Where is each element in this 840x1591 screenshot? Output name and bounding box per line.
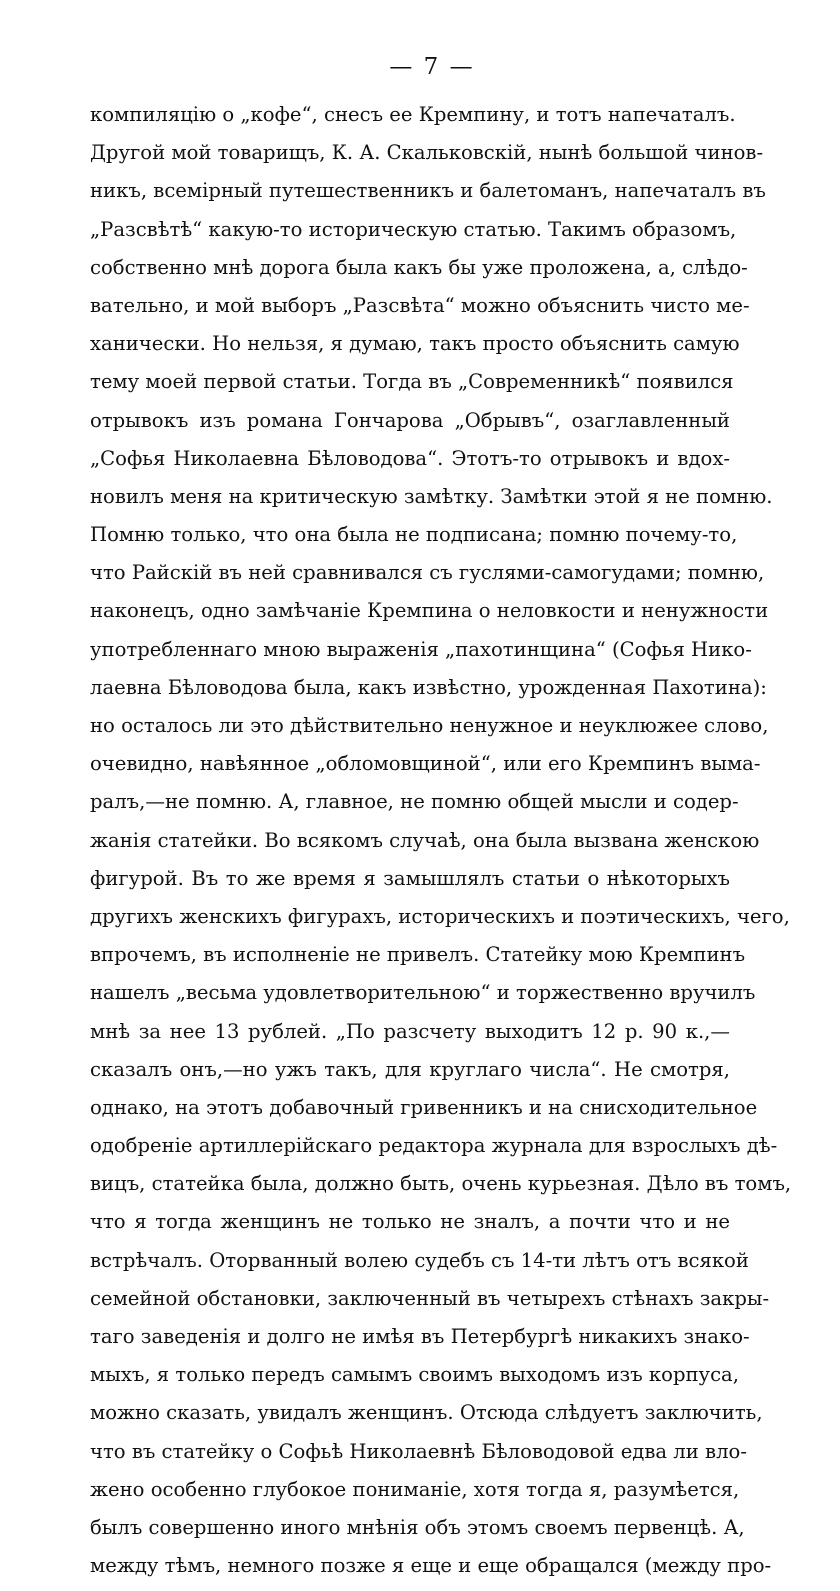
text-line: можно сказать, увидалъ женщинъ. Отсюда слѣдуетъ заключить,: [90, 1401, 763, 1425]
text-line: компиляцію о „кофе“, снесъ ее Кремпину, и тотъ напечаталъ.: [90, 103, 736, 126]
text-line: лаевна Бѣловодова была, какъ извѣстно, урожденная Пахотина):: [90, 675, 767, 699]
text-line: вательно, и мой выборъ „Разсвѣта“ можно объяснить чисто ме-: [90, 293, 750, 317]
text-line: однако, на этотъ добавочный гривенникъ и на снисходительное: [90, 1095, 758, 1119]
text-line: что я тогда женщинъ не только не зналъ, а почти что и не: [90, 1210, 730, 1234]
text-line: очевидно, навѣянное „обломовщиной“, или его Кремпинъ выма-: [90, 752, 761, 776]
text-line: что Райскій въ ней сравнивался съ гуслями-самогудами; помню,: [90, 561, 765, 585]
text-line: одобреніе артиллерійскаго редактора журнала для взрослыхъ дѣ-: [90, 1134, 778, 1158]
text-line: Помню только, что она была не подписана; помню почему-то,: [90, 523, 738, 547]
text-line: другихъ женскихъ фигурахъ, историческихъ и поэтическихъ, чего,: [90, 904, 790, 928]
text-line: ралъ,—не помню. А, главное, не помню общей мысли и содер-: [90, 790, 739, 814]
text-line: что въ статейку о Софьѣ Николаевнѣ Бѣловодовой едва ли вло-: [90, 1439, 747, 1463]
text-line: таго заведенія и долго не имѣя въ Петербургѣ никакихъ знако-: [90, 1325, 750, 1348]
text-line: жено особенно глубокое пониманіе, хотя тогда я, разумѣется,: [90, 1477, 740, 1501]
text-line: собственно мнѣ дорога была какъ бы уже проложена, а, слѣдо-: [90, 255, 748, 279]
text-line: наконецъ, одно замѣчаніе Кремпина о неловкости и ненужности: [90, 599, 769, 623]
text-line: жанія статейки. Во всякомъ случаѣ, она была вызвана женскою: [90, 828, 760, 852]
text-line: мнѣ за нее 13 рублей. „По разсчету выходитъ 12 р. 90 к.,—: [90, 1019, 730, 1043]
text-line: употребленнаго мною выраженія „пахотинщина“ (Софья Нико-: [90, 637, 752, 661]
text-line: вицъ, статейка была, должно быть, очень курьезная. Дѣло въ томъ,: [90, 1172, 792, 1196]
text-line: „Разсвѣтѣ“ какую-то историческую статью. Такимъ образомъ,: [90, 217, 737, 241]
text-line: но осталось ли это дѣйствительно ненужное и неуклюжее слово,: [90, 714, 769, 737]
text-line: никъ, всемірный путешественникъ и балетоманъ, напечаталъ въ: [90, 179, 766, 203]
text-line: мыхъ, я только передъ самымъ своимъ выходомъ изъ корпуса,: [90, 1363, 739, 1387]
text-line: былъ совершенно иного мнѣнія объ этомъ своемъ первенцѣ. А,: [90, 1515, 745, 1539]
text-line: встрѣчалъ. Оторванный волею судебъ съ 14-ти лѣтъ отъ всякой: [90, 1248, 749, 1272]
text-line: семейной обстановки, заключенный въ четырехъ стѣнахъ закры-: [90, 1286, 770, 1310]
text-line: новилъ меня на критическую замѣтку. Замѣтки этой я не помню.: [90, 484, 773, 508]
page-number: — 7 —: [389, 54, 475, 80]
text-line: фигурой. Въ то же время я замышлялъ статьи о нѣкоторыхъ: [90, 866, 730, 890]
text-line: между тѣмъ, немного позже я еще и еще обращался (между про-: [90, 1554, 772, 1578]
text-line: впрочемъ, въ исполненіе не привелъ. Статейку мою Кремпинъ: [90, 943, 746, 967]
text-line: „Софья Николаевна Бѣловодова“. Этотъ-то отрывокъ и вдох-: [90, 446, 730, 470]
text-line: сказалъ онъ,—но ужъ такъ, для круглаго числа“. Не смотря,: [90, 1057, 730, 1081]
body-text: [90, 102, 792, 1591]
text-line: ханически. Но нельзя, я думаю, такъ просто объяснить самую: [90, 332, 740, 356]
text-line: Другой мой товарищъ, К. А. Скальковскій, нынѣ большой чинов-: [90, 141, 764, 165]
text-line: тему моей первой статьи. Тогда въ „Современникѣ“ появился: [90, 370, 734, 394]
text-line: нашелъ „весьма удовлетворительною“ и торжественно вручилъ: [90, 981, 756, 1005]
text-line: отрывокъ изъ романа Гончарова „Обрывъ“, озаглавленный: [90, 408, 730, 432]
